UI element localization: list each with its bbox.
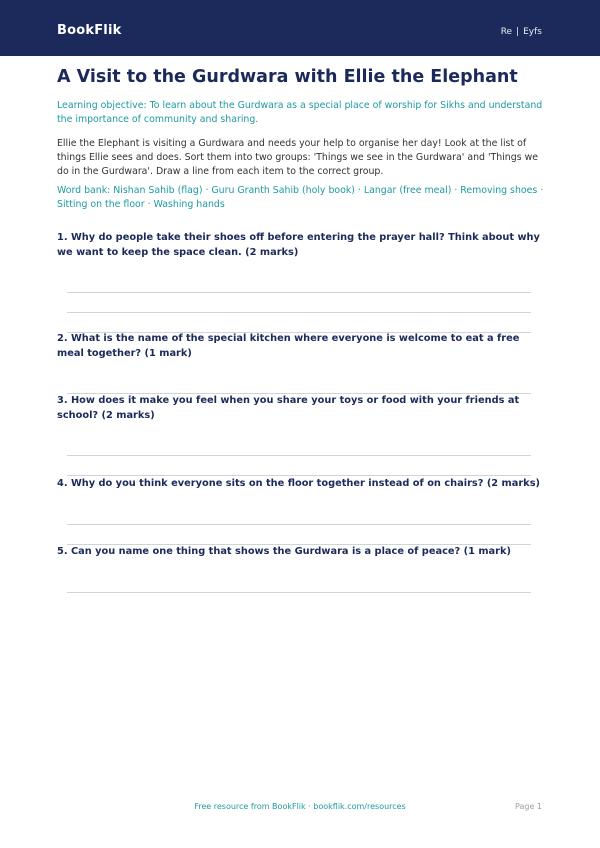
brand-logo[interactable]: BookFlik <box>57 23 122 38</box>
page-number: Page 1 <box>515 802 542 811</box>
question-5: 5. Can you name one thing that shows the Gurdwara is a place of peace? (1 mark) <box>57 546 511 557</box>
answer-line[interactable] <box>67 524 531 525</box>
answer-line[interactable] <box>67 455 531 456</box>
question-4: 4. Why do you think everyone sits on the floor together instead of on chairs? (2 marks) <box>57 478 541 489</box>
answer-line[interactable] <box>67 292 531 293</box>
learning-objective: Learning objective: To learn about the Gurdwara as a special place of worship for Sikhs and understand the importance of community and sharing. <box>57 100 543 125</box>
activity-instructions: Ellie the Elephant is visiting a Gurdwara and needs your help to organise her day! Look at the list of things Ellie sees and does. Sort them into two groups: 'Things we see in the Gurdwara' and 'Things we do in the Gurdwara'. Draw a line from each item to the correct group. <box>57 138 538 177</box>
word-bank: Word bank: Nishan Sahib (flag) · Guru Granth Sahib (holy book) · Langar (free meal) · Removing shoes · Sitting on the floor · Washing hands <box>57 185 544 210</box>
breadcrumb-stage[interactable]: Eyfs <box>523 27 542 37</box>
breadcrumb <box>501 27 542 37</box>
site-header <box>0 0 600 56</box>
page-title: A Visit to the Gurdwara with Ellie the Elephant <box>57 67 518 87</box>
breadcrumb-separator: | <box>516 27 520 37</box>
question-3: 3. How does it make you feel when you share your toys or food with your friends at school? (2 marks) <box>57 395 520 421</box>
footer-source[interactable]: Free resource from BookFlik · bookflik.com/resources <box>194 802 406 811</box>
question-2: 2. What is the name of the special kitchen where everyone is welcome to eat a free meal together? (1 mark) <box>57 333 520 359</box>
answer-line[interactable] <box>67 592 531 593</box>
breadcrumb-subject[interactable]: Re <box>500 27 513 37</box>
question-1: 1. Why do people take their shoes off before entering the prayer hall? Think about why we want to keep the space clean. (2 marks) <box>57 232 540 258</box>
answer-line[interactable] <box>67 312 531 313</box>
